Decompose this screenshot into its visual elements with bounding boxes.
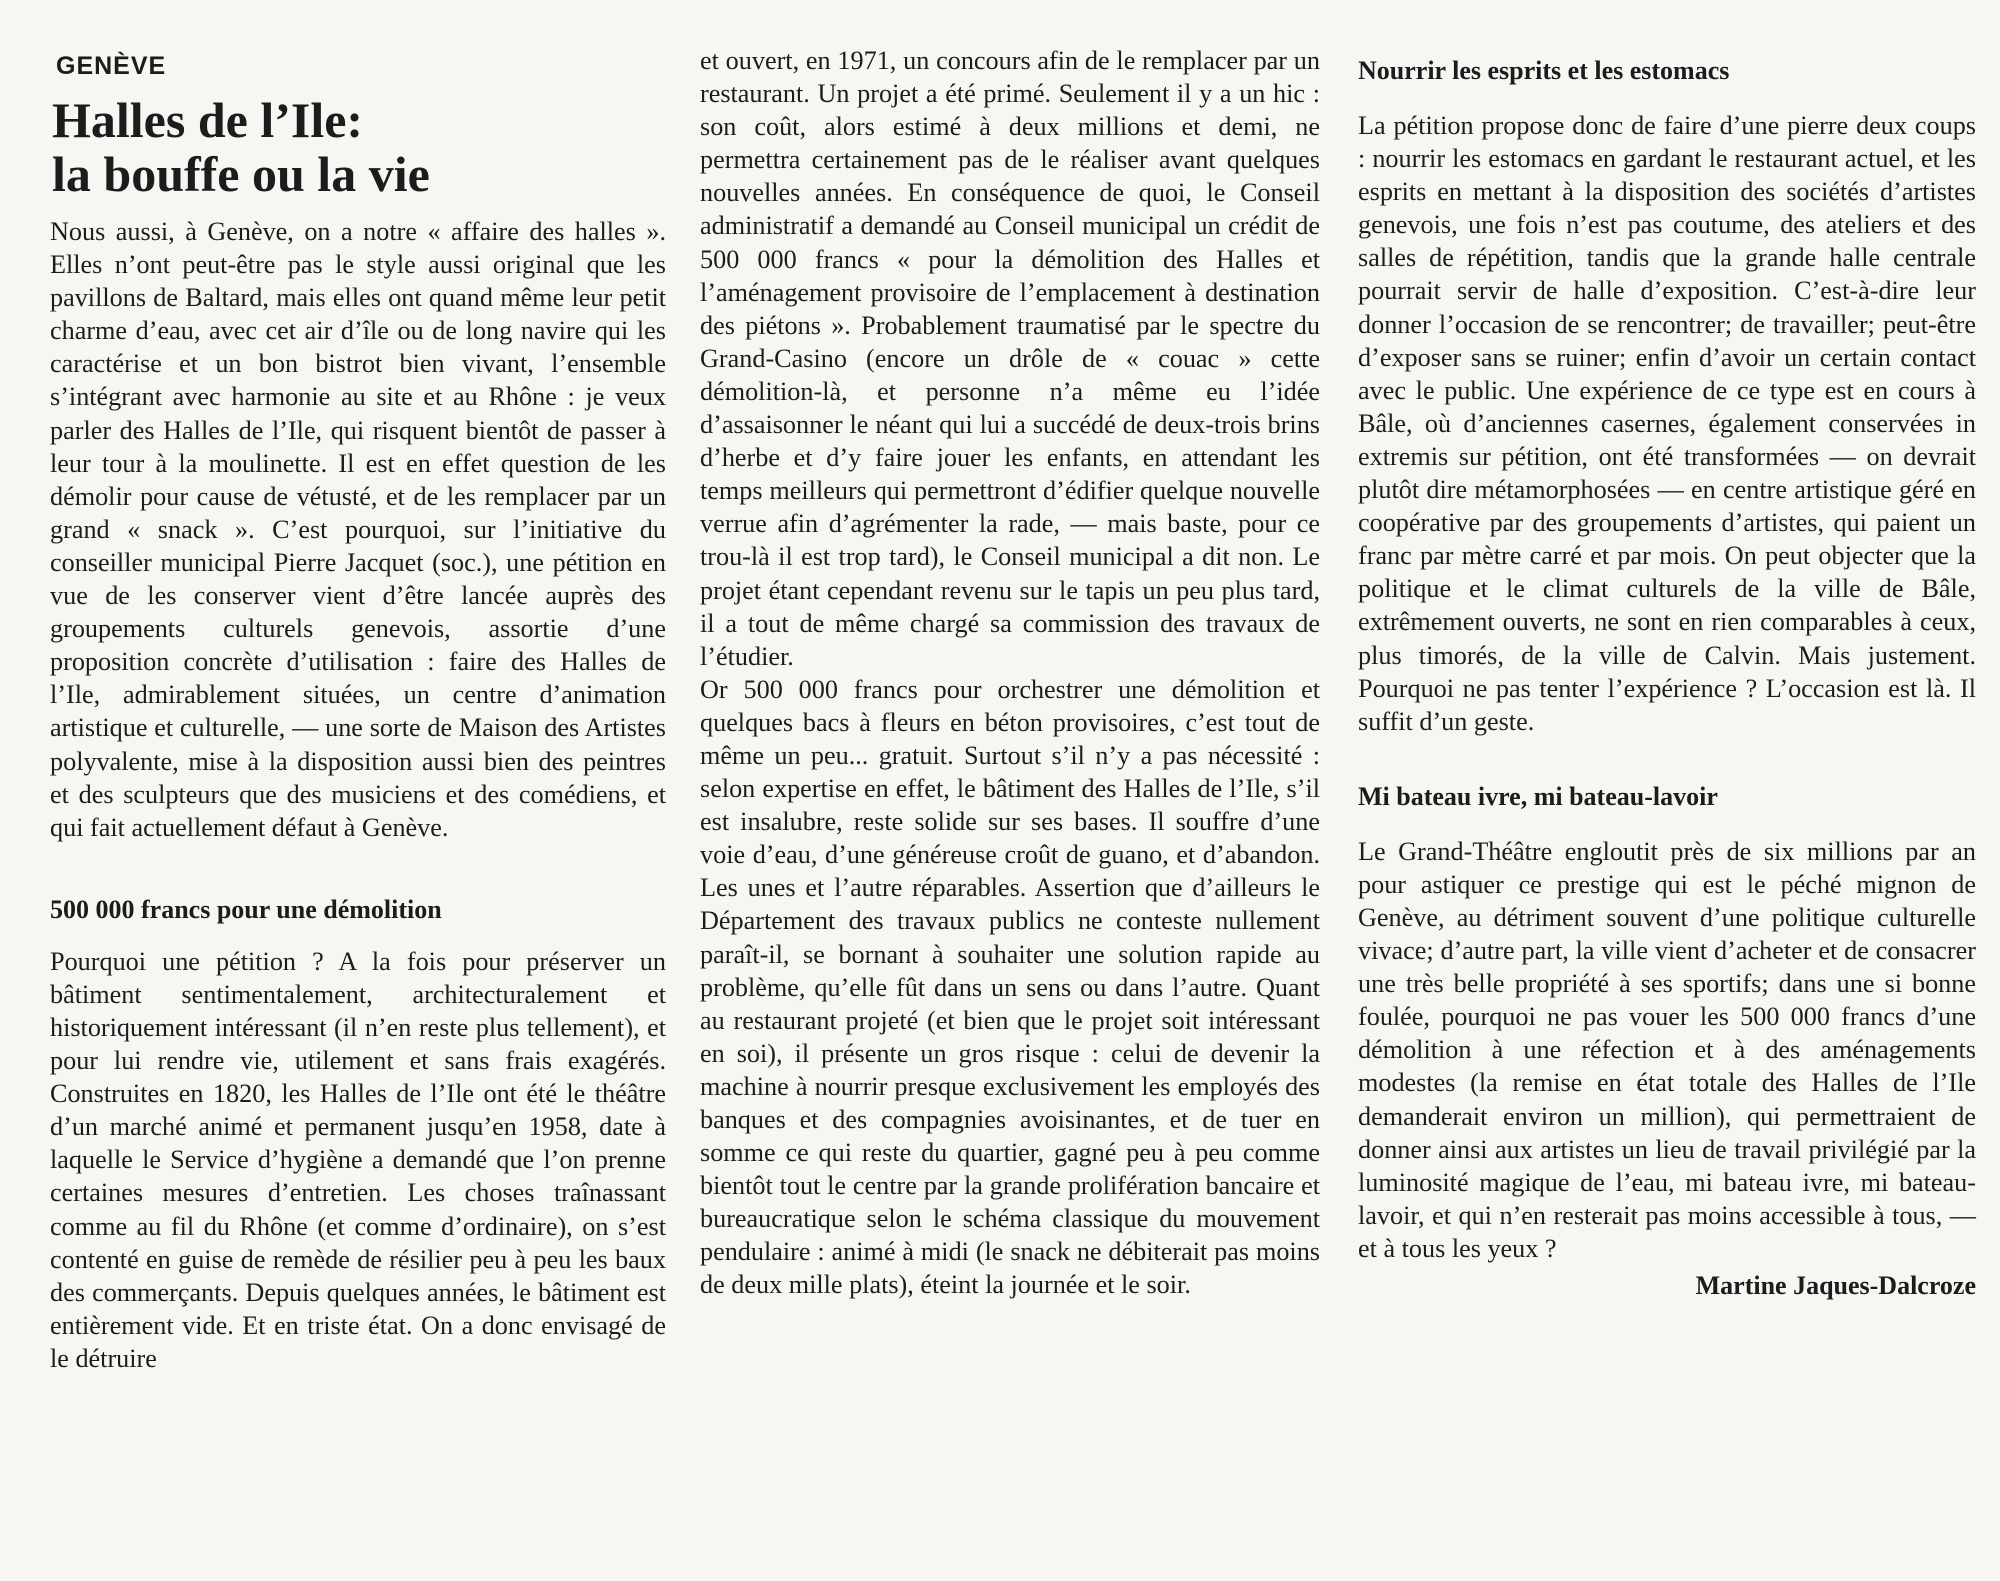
- section-esprits-paragraph: La pétition propose donc de faire d’une pierre deux coups : nourrir les estomacs en gardant le restaurant actuel, et les esprits en mettant à la disposition des sociétés d’artistes genevois, une fois n’est pas coutume, des ateliers et des salles de répétition, tandis que la grande halle centrale pourrait servir de halle d’exposition. C’est-à-dire leur donner l’occasion de se rencontrer; de travailler; peut-être d’exposer sans se ruiner; enfin d’avoir un certain contact avec le public. Une expérience de ce type est en cours à Bâle, où d’anciennes casernes, également conservées in extremis sur pétition, ont été transformées — on devrait plutôt dire métamorphosées — en centre artistique géré en coopérative par des groupements d’artistes, qui paient un franc par mètre carré et par mois. On peut objecter que la politique et le climat culturels de la ville de Bâle, extrêmement ouverts, ne sont en rien comparables à ceux, plus timorés, de la ville de Calvin. Mais justement. Pourquoi ne pas tenter l’expérience ? L’occasion est là. Il suffit d’un geste.: [1358, 111, 1976, 736]
- kicker: GENÈVE: [56, 52, 167, 80]
- section-title-bateau: Mi bateau ivre, mi bateau-lavoir: [1358, 781, 1718, 811]
- section-title-esprits: Nourrir les esprits et les estomacs: [1358, 56, 1730, 85]
- col2-paragraph-1: et ouvert, en 1971, un concours afin de le remplacer par un restaurant. Un projet a été primé. Seulement il y a un hic : son coût, alors estimé à deux millions et demi, ne permettra certainement pas de le réaliser avant quelques nouvelles années. En conséquence de quoi, le Conseil administratif a demandé au Conseil municipal un crédit de 500 000 francs « pour la démolition des Halles et l’aménagement provisoire de l’emplacement à destination des piétons ». Probablement traumatisé par le spectre du Grand-Casino (encore un drôle de « couac » cette démolition-là, et personne n’a même eu l’idée d’assaisonner le néant qui lui a succédé de deux-trois brins d’herbe et d’y faire jouer les enfants, en attendant les temps meilleurs qui permettront d’édifier quelque nouvelle verrue afin d’agrémenter la rade, — mais baste, pour ce trou-là il est trop tard), le Conseil municipal a dit non. Le projet étant cependant revenu sur le tapis un peu plus tard, il a tout de même chargé sa commission des travaux de l’étudier.: [700, 46, 1320, 671]
- section-bateau-paragraph: Le Grand-Théâtre engloutit près de six millions par an pour astiquer ce prestige qui est le péché mignon de Genève, au détriment souvent d’une politique culturelle vivace; d’autre part, la ville vient d’acheter et de consacrer une très belle propriété à ses sportifs; dans une si bonne foulée, pourquoi ne pas vouer les 500 000 francs d’une démolition à une réfection et à des aménagements modestes (la remise en état totale des Halles de l’Ile demanderait environ un million), qui permettraient de donner ainsi aux artistes un lieu de travail privilégié par la luminosité magique de l’eau, mi bateau ivre, mi bateau-lavoir, et qui n’en resterait pas moins accessible à tous, — et à tous les yeux ?: [1358, 836, 1976, 1263]
- column-2: [700, 44, 1320, 1302]
- section-title-demolition: 500 000 francs pour une démolition: [50, 894, 442, 924]
- author-signature: Martine Jaques-Dalcroze: [1695, 1271, 1976, 1300]
- column-3: [1358, 44, 1976, 1302]
- column-1: [50, 44, 666, 1375]
- headline-line-1: Halles de l’Ile:: [52, 92, 364, 148]
- section-demolition-paragraph: Pourquoi une pétition ? A la fois pour préserver un bâtiment sentimentalement, architecturalement et historiquement intéressant (il n’en reste plus tellement), et pour lui rendre vie, utilement et sans frais exagérés. Construites en 1820, les Halles de l’Ile ont été le théâtre d’un marché animé et permanent jusqu’en 1958, date à laquelle le Service d’hygiène a demandé que l’on prenne certaines mesures d’entretien. Les choses traînassant comme au fil du Rhône (et comme d’ordinaire), on s’est contenté en guise de remède de résilier peu à peu les baux des commerçants. Depuis quelques années, le bâtiment est entièrement vide. Et en triste état. On a donc envisagé de le détruire: [50, 946, 666, 1373]
- headline: [52, 93, 666, 201]
- headline-line-2: la bouffe ou la vie: [52, 146, 430, 202]
- col2-paragraph-2: Or 500 000 francs pour orchestrer une démolition et quelques bacs à fleurs en béton provisoires, c’est tout de même un peu... gratuit. Surtout s’il n’y a pas nécessité : selon expertise en effet, le bâtiment des Halles de l’Ile, s’il est insalubre, reste solide sur ses bases. Il souffre d’une voie d’eau, d’une généreuse croût de guano, et d’abandon. Les unes et l’autre réparables. Assertion que d’ailleurs le Département des travaux publics ne conteste nullement paraît-il, se bornant à souhaiter une solution rapide au problème, qu’elle fût dans un sens ou dans l’autre. Quant au restaurant projeté (et bien que le projet soit intéressant en soi), il présente un gros risque : celui de devenir la machine à nourrir presque exclusivement les employés des banques et des compagnies avoisinantes, et de tuer en somme ce qui reste du quartier, gagné peu à peu comme bientôt tout le centre par la grande prolifération bancaire et bureaucratique selon le schéma classique du mouvement pendulaire : animé à midi (le snack ne débiterait pas moins de deux mille plats), éteint la journée et le soir.: [700, 674, 1320, 1300]
- intro-paragraph: Nous aussi, à Genève, on a notre « affaire des halles ». Elles n’ont peut-être pas le style aussi original que les pavillons de Baltard, mais elles ont quand même leur petit charme d’eau, avec cet air d’île ou de long navire qui les caractérise et un bon bistrot bien vivant, l’ensemble s’intégrant avec harmonie au site et au Rhône : je veux parler des Halles de l’Ile, qui risquent bientôt de passer à leur tour à la moulinette. Il est en effet question de les démolir pour cause de vétusté, et de les remplacer par un grand « snack ». C’est pourquoi, sur l’initiative du conseiller municipal Pierre Jacquet (soc.), une pétition en vue de les conserver vient d’être lancée auprès des groupements culturels genevois, assortie d’une proposition concrète d’utilisation : faire des Halles de l’Ile, admirablement situées, un centre d’animation artistique et culturelle, — une sorte de Maison des Artistes polyvalente, mise à la disposition aussi bien des peintres et des sculpteurs que des musiciens et des comédiens, et qui fait actuellement défaut à Genève.: [50, 217, 666, 842]
